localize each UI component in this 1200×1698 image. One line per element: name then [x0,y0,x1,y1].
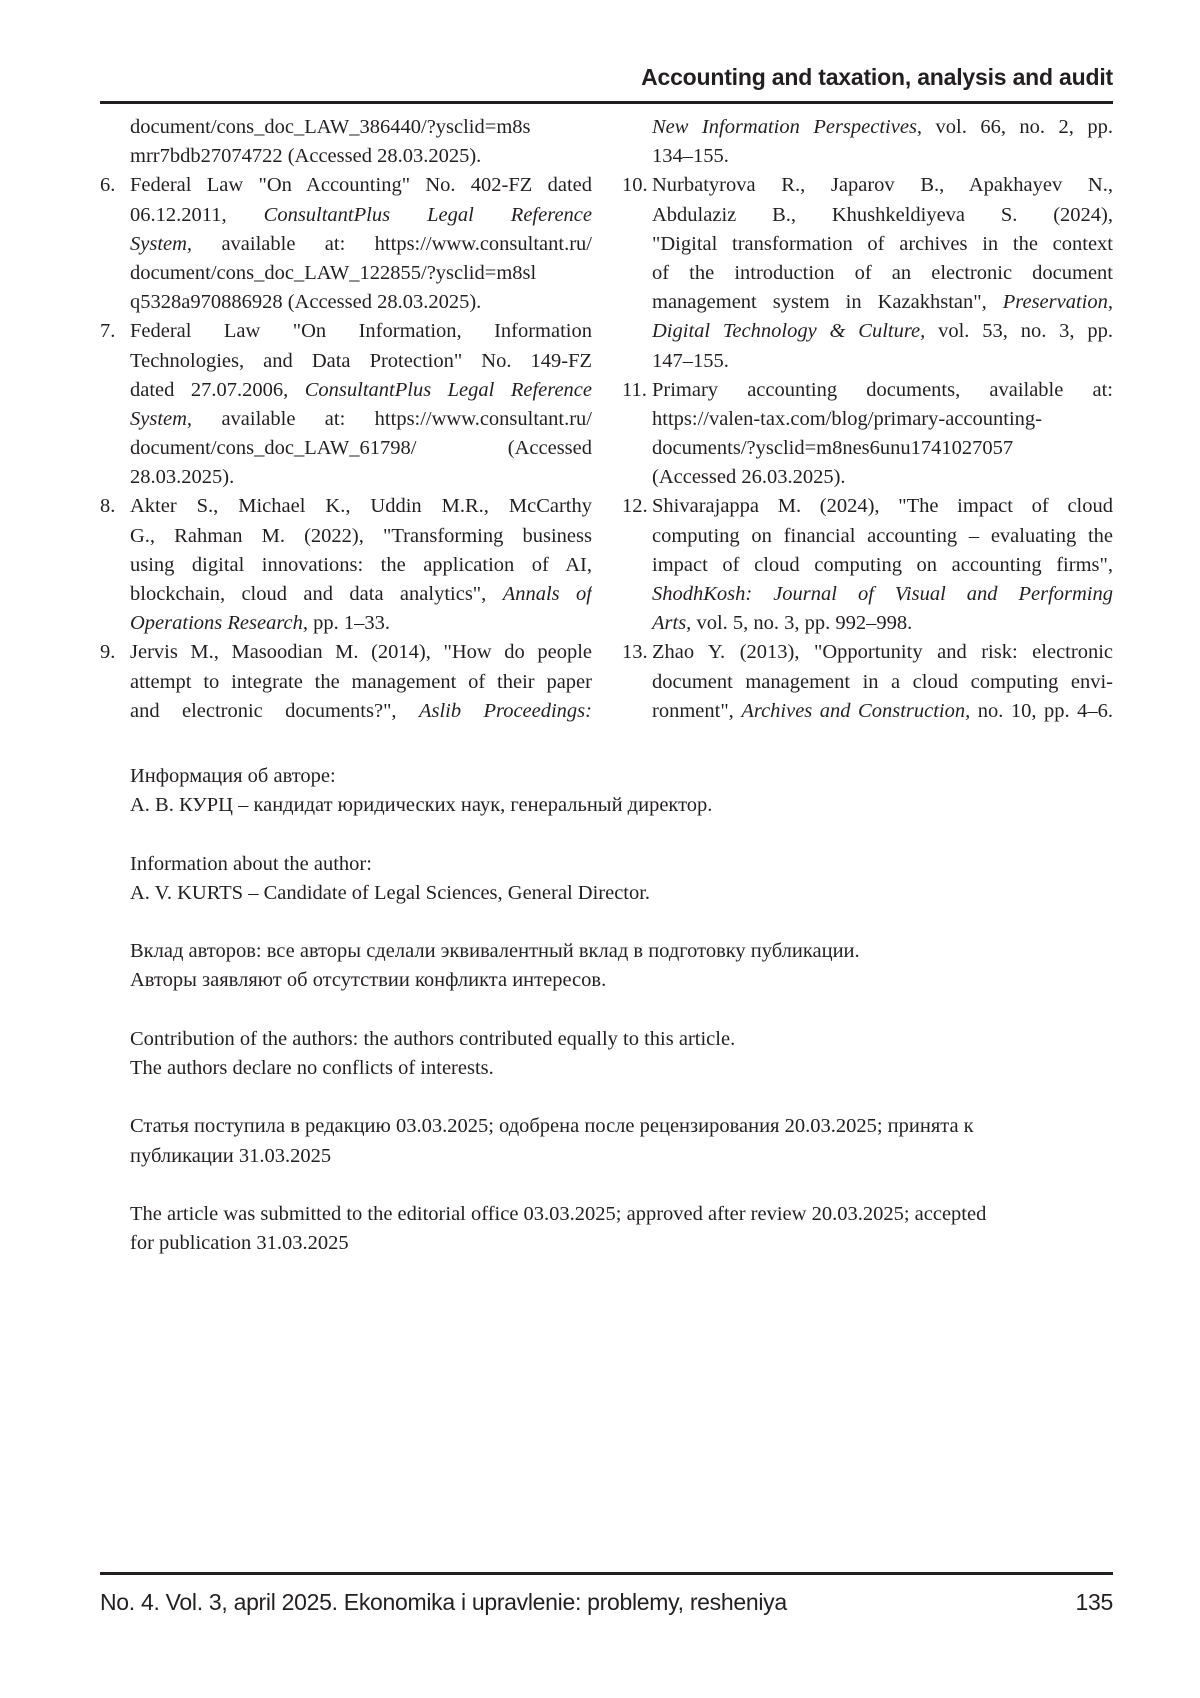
reference-line [130,580,592,609]
reference-text: q5328a970886928 (Accessed 28.03.2025). [130,291,481,313]
reference-text: and electronic documents?", [130,700,419,722]
reference-text: 134–155. [652,145,729,167]
reference-source-title: Digital Technology & Culture, [652,320,925,342]
info-line: А. В. КУРЦ – кандидат юридических наук, генеральный директор. [130,791,1110,820]
reference-line [130,171,592,200]
reference-text: ronment", [652,700,741,722]
reference-text: Shivarajappa M. (2024), "The impact of cloud [652,495,1113,517]
reference-line [652,171,1113,200]
reference-source-title: ConsultantPlus Legal Reference [305,379,592,401]
reference-source-title: System, [130,408,192,430]
reference-source-title: ConsultantPlus Legal Reference [264,204,592,226]
reference-line [652,201,1113,230]
reference-line [652,463,1113,492]
reference-text: document/cons_doc_LAW_386440/?ysclid=m8s [130,116,531,138]
reference-source-title: Archives and Construction, [741,700,970,722]
reference-line [130,259,592,288]
info-line: A. V. KURTS – Candidate of Legal Sciences, General Director. [130,879,1110,908]
info-paragraph [130,937,1110,995]
reference-text: available at: https://www.consultant.ru/ [192,233,592,255]
reference-text: https://valen-tax.com/blog/primary-accounting- [652,408,1042,430]
page-footer [100,1589,1113,1616]
reference-line [130,668,592,697]
reference-text: dated 27.07.2006, [130,379,305,401]
reference-source-title: Annals of [503,583,592,605]
header-rule [100,101,1113,104]
reference-text: G., Rahman M. (2022), "Transforming business [130,525,592,547]
reference-line [652,697,1113,726]
info-line: Information about the author: [130,850,1110,879]
reference-item [622,113,1113,171]
reference-item [622,492,1113,638]
reference-number: 12. [622,492,648,521]
reference-text: available at: https://www.consultant.ru/ [192,408,592,430]
reference-item [622,638,1113,726]
journal-citation: No. 4. Vol. 3, april 2025. Ekonomika i upravlenie: problemy, resheniya [100,1589,787,1616]
reference-text: of the introduction of an electronic document [652,262,1113,284]
references-column-left [100,113,592,726]
reference-source-title: ShodhKosh: Journal of Visual and Performing [652,583,1113,605]
page-number: 135 [1076,1589,1113,1616]
reference-item [100,113,592,171]
reference-text: Technologies, and Data Protection" No. 149-FZ [130,350,592,372]
reference-line [130,492,592,521]
reference-text: "Digital transformation of archives in the context [652,233,1113,255]
reference-line [652,347,1113,376]
reference-text: (Accessed 26.03.2025). [652,466,846,488]
reference-text: 147–155. [652,350,729,372]
reference-line [652,230,1113,259]
reference-text: 06.12.2011, [130,204,264,226]
reference-source-title: Aslib Proceedings: [419,700,592,722]
reference-line [130,638,592,667]
reference-line [130,142,592,171]
references-column-right [622,113,1113,726]
reference-text: impact of cloud computing on accounting firms", [652,554,1113,576]
reference-source-title: Arts, [652,612,691,634]
reference-text: blockchain, cloud and data analytics", [130,583,503,605]
info-line: Авторы заявляют об отсутствии конфликта интересов. [130,966,1110,995]
reference-line [652,580,1113,609]
reference-line [130,434,592,463]
reference-source-title: System, [130,233,192,255]
reference-text: vol. 53, no. 3, pp. [925,320,1113,342]
reference-text: vol. 66, no. 2, pp. [922,116,1113,138]
info-paragraph [130,850,1110,908]
reference-text: Akter S., Michael K., Uddin M.R., McCarthy [130,495,592,517]
reference-line [652,317,1113,346]
info-paragraph [130,1112,1110,1170]
reference-text: using digital innovations: the application of AI, [130,554,592,576]
reference-line [130,697,592,726]
info-line: Contribution of the authors: the authors contributed equally to this article. [130,1025,1110,1054]
reference-text: no. 10, pp. 4–6. [970,700,1113,722]
reference-text: Zhao Y. (2013), "Opportunity and risk: electronic [652,641,1113,663]
info-paragraph [130,1200,1110,1258]
reference-item [622,171,1113,375]
reference-line [130,230,592,259]
reference-text: Jervis M., Masoodian M. (2014), "How do people [130,641,592,663]
footer-rule [100,1572,1113,1575]
reference-number: 6. [100,171,115,200]
reference-line [130,609,592,638]
reference-item [100,171,592,317]
info-paragraph [130,762,1110,820]
reference-number: 8. [100,492,115,521]
reference-number: 9. [100,638,115,667]
reference-item [622,376,1113,493]
reference-line [130,113,592,142]
info-line: The authors declare no conflicts of interests. [130,1054,1110,1083]
info-line: Вклад авторов: все авторы сделали эквивалентный вклад в подготовку публикации. [130,937,1110,966]
reference-line [652,551,1113,580]
reference-line [130,317,592,346]
reference-text: document/cons_doc_LAW_122855/?ysclid=m8sl [130,262,536,284]
reference-text: pp. 1–33. [308,612,390,634]
reference-item [100,638,592,726]
reference-text: Primary accounting documents, available at: [652,379,1113,401]
reference-number: 10. [622,171,648,200]
reference-line [652,113,1113,142]
reference-item [100,317,592,492]
info-line: публикации 31.03.2025 [130,1142,1110,1171]
reference-number: 11. [622,376,647,405]
reference-text: Federal Law "On Accounting" No. 402-FZ dated [130,174,592,196]
info-line: The article was submitted to the editorial office 03.03.2025; approved after review 20.03.2025; accepted [130,1200,1110,1229]
reference-line [130,288,592,317]
reference-line [130,201,592,230]
reference-line [652,259,1113,288]
reference-text: document management in a cloud computing envi- [652,671,1113,693]
reference-line [130,522,592,551]
reference-text: management system in Kazakhstan", [652,291,1003,313]
reference-text: computing on financial accounting – evaluating the [652,525,1113,547]
reference-text: Federal Law "On Information, Information [130,320,592,342]
reference-text: documents/?ysclid=m8nes6unu1741027057 [652,437,1013,459]
info-paragraph [130,1025,1110,1083]
reference-line [130,347,592,376]
reference-line [652,638,1113,667]
author-information [130,762,1110,1288]
reference-line [652,142,1113,171]
reference-line [130,551,592,580]
reference-text: mrr7bdb27074722 (Accessed 28.03.2025). [130,145,481,167]
reference-source-title: Operations Research, [130,612,308,634]
reference-line [652,376,1113,405]
reference-text: vol. 5, no. 3, pp. 992–998. [691,612,912,634]
reference-number: 7. [100,317,115,346]
reference-text: attempt to integrate the management of their paper [130,671,592,693]
running-header: Accounting and taxation, analysis and audit [641,64,1113,91]
reference-item [100,492,592,638]
reference-line [652,288,1113,317]
reference-text: Abdulaziz B., Khushkeldiyeva S. (2024), [652,204,1113,226]
reference-source-title: Preservation, [1003,291,1113,313]
info-line: Статья поступила в редакцию 03.03.2025; одобрена после рецензирования 20.03.2025; принята к [130,1112,1110,1141]
reference-line [652,668,1113,697]
reference-line [130,376,592,405]
reference-text: Nurbatyrova R., Japarov B., Apakhayev N., [652,174,1113,196]
reference-line [652,405,1113,434]
reference-line [130,463,592,492]
reference-line [652,609,1113,638]
reference-text: document/cons_doc_LAW_61798/ (Accessed [130,437,592,459]
reference-line [652,434,1113,463]
reference-line [652,522,1113,551]
reference-number: 13. [622,638,648,667]
reference-text: 28.03.2025). [130,466,234,488]
reference-line [130,405,592,434]
info-line: for publication 31.03.2025 [130,1229,1110,1258]
reference-line [652,492,1113,521]
info-line: Информация об авторе: [130,762,1110,791]
reference-source-title: New Information Perspectives, [652,116,922,138]
